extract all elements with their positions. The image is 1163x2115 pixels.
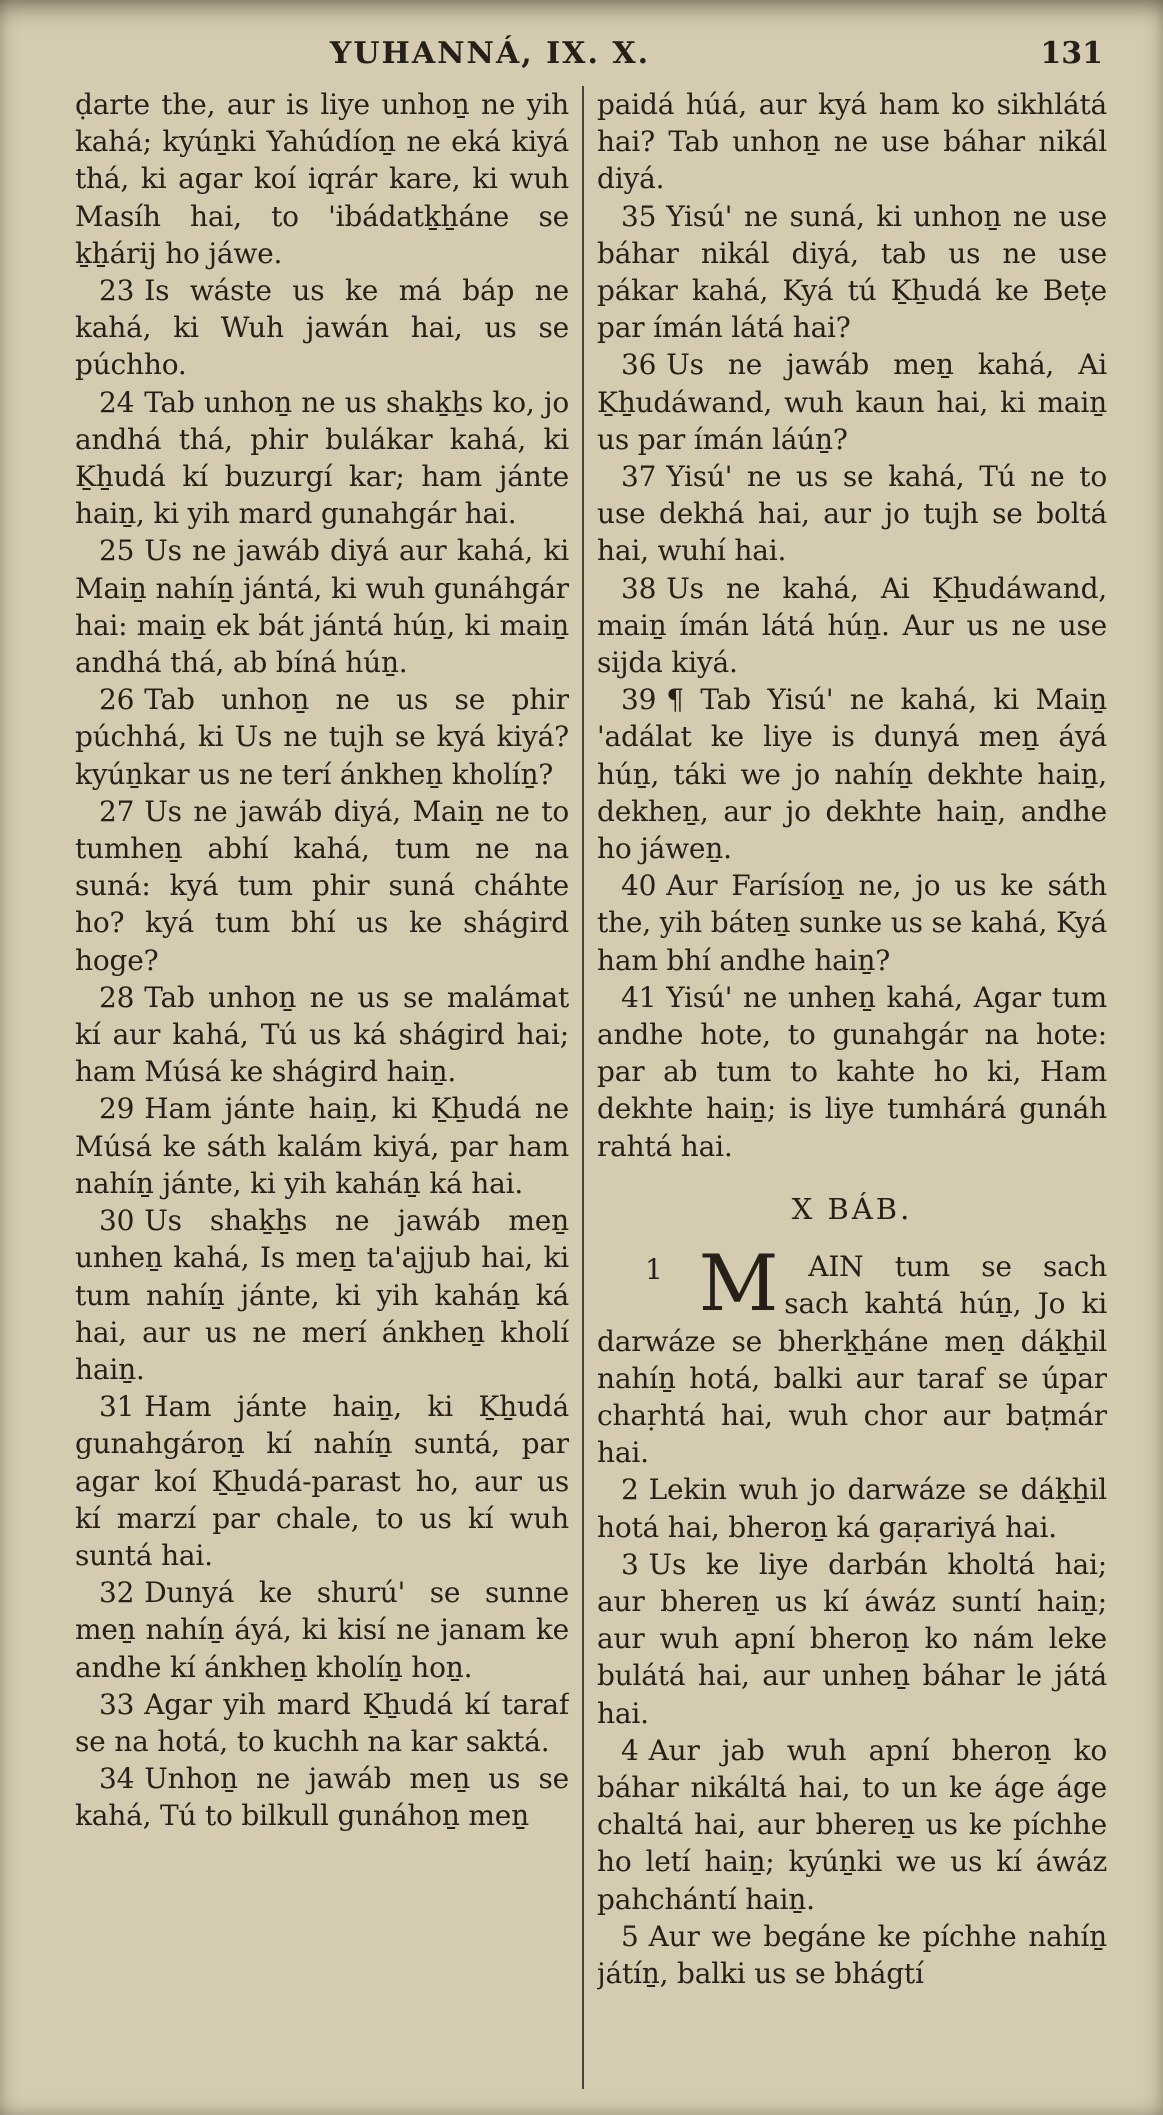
- verse-number: 34: [99, 1762, 135, 1796]
- verse-paragraph: [75, 532, 569, 681]
- verse-number: 41: [621, 980, 657, 1014]
- drop-cap: M: [698, 1239, 779, 1330]
- verse-number: 38: [621, 571, 657, 605]
- verse-paragraph: [75, 1574, 569, 1686]
- verse-number: 27: [99, 794, 135, 828]
- verse-number: 4: [621, 1733, 639, 1767]
- verse-paragraph: [597, 1918, 1107, 1992]
- verse-text: Tab unhoṉ ne us shaḵẖs ko, jo andhá thá, phir bulákar kahá, ki Ḵẖudá kí buzurgí kar; ham jánte haiṉ, ki yih mard gunahgár hai.: [75, 385, 569, 531]
- verse-paragraph: [75, 1388, 569, 1574]
- verse-text: ḍarte the, aur is liye unhoṉ ne yih kahá; kyúṉki Yahúdíoṉ ne eká kiyá thá, ki agar koí iqrár kare, ki wuh Masíh hai, to 'ibádatḵẖáne se ḵẖárij ho jáwe.: [75, 88, 569, 270]
- verse-paragraph: [75, 86, 569, 272]
- verse-number: 36: [621, 348, 657, 382]
- verse-paragraph: [597, 1546, 1107, 1732]
- verse-text: Agar yih mard Ḵẖudá kí taraf se na hotá, to kuchh na kar saktá.: [75, 1687, 569, 1758]
- verse-paragraph: [597, 1471, 1107, 1545]
- verse-paragraph: [597, 198, 1107, 347]
- chapter-heading: X BÁB.: [791, 1191, 913, 1226]
- verse-text: Us ke liye darbán kholtá hai; aur bhereṉ us kí áwáz suntí haiṉ; aur wuh apní bheroṉ ko nám leke bulátá hai, aur unheṉ báhar le játá hai.: [597, 1547, 1107, 1730]
- verse-paragraph: [75, 272, 569, 384]
- verse-text: Yisú' ne unheṉ kahá, Agar tum andhe hote, to gunahgár na hote: par ab tum to kahte ho ki, Ham dekhte haiṉ; is liye tumhárá gunáh rahtá hai.: [597, 980, 1107, 1163]
- verse-paragraph: [75, 384, 569, 533]
- verse-number: 30: [99, 1204, 135, 1238]
- verse-text: Dunyá ke shurú' se sunne meṉ nahíṉ áyá, ki kisí ne janam ke andhe kí ánkheṉ kholíṉ hoṉ.: [75, 1576, 569, 1684]
- verse-number: 5: [621, 1919, 639, 1953]
- page-number: 131: [1040, 36, 1103, 71]
- verse-number: 28: [99, 980, 135, 1014]
- verse-text: Tab unhoṉ ne us se phir púchhá, ki Us ne tujh se kyá kiyá? kyúṉkar us ne terí ánkheṉ kholíṉ?: [75, 683, 569, 791]
- verse-text: Yisú' ne suná, ki unhoṉ ne use báhar nikál diyá, tab us ne use pákar kahá, Kyá tú Ḵẖudá ke Beṭe par ímán látá hai?: [597, 199, 1107, 345]
- page-header: [75, 36, 1107, 82]
- right-column: [597, 86, 1107, 2089]
- verse-number: 23: [99, 274, 135, 308]
- verse-paragraph: [75, 1090, 569, 1202]
- verse-paragraph: [75, 793, 569, 979]
- chapter-initial: [597, 1239, 779, 1330]
- text-columns: [75, 86, 1107, 2089]
- verse-text: Aur we begáne ke píchhe nahíṉ játíṉ, balki us se bhágtí: [597, 1919, 1107, 1990]
- verse-text: AIN tum se sach sach kahtá húṉ, Jo ki darwáze se bherḵẖáne meṉ dáḵẖil nahíṉ hotá, balki aur taraf se úpar chaṛhtá hai, wuh chor aur baṭmár hai.: [597, 1250, 1107, 1470]
- verse-text: Aur jab wuh apní bheroṉ ko báhar nikáltá hai, to un ke áge áge chaltá hai, aur bhereṉ us ke píchhe ho letí haiṉ; kyúṉki we us kí áwáz pahchántí haiṉ.: [597, 1733, 1107, 1916]
- verse-paragraph: [597, 570, 1107, 682]
- verse-number: 39: [621, 683, 657, 717]
- verse-number: 29: [99, 1092, 135, 1126]
- verse-paragraph: [597, 1239, 1107, 1471]
- verse-number: 24: [99, 385, 135, 419]
- verse-paragraph: [75, 1760, 569, 1834]
- verse-paragraph: [597, 86, 1107, 198]
- verse-number: 3: [621, 1547, 639, 1581]
- verse-text: ¶ Tab Yisú' ne kahá, ki Maiṉ 'adálat ke liye is dunyá meṉ áyá húṉ, táki we jo nahíṉ dekhte haiṉ, dekheṉ, aur jo dekhte haiṉ, andhe ho jáweṉ.: [597, 683, 1107, 866]
- verse-number: 25: [99, 534, 135, 568]
- verse-text: Us ne kahá, Ai Ḵẖudáwand, maiṉ ímán látá húṉ. Aur us ne use sijda kiyá.: [597, 571, 1107, 680]
- verse-text: Unhoṉ ne jawáb meṉ us se kahá, Tú to bilkull gunáhoṉ meṉ: [75, 1762, 569, 1833]
- verse-paragraph: [597, 1732, 1107, 1918]
- verse-number: 26: [99, 683, 135, 717]
- verse-paragraph: [75, 1686, 569, 1760]
- running-head: YUHANNÁ, IX. X.: [329, 36, 651, 71]
- verse-number: 32: [99, 1576, 135, 1610]
- verse-text: Us ne jawáb diyá aur kahá, ki Maiṉ nahíṉ jántá, ki wuh gunáhgár hai: maiṉ ek bát jántá húṉ, ki maiṉ andhá thá, ab bíná húṉ.: [75, 534, 569, 680]
- verse-text: Ham jánte haiṉ, ki Ḵẖudá ne Músá ke sáth kalám kiyá, par ham nahíṉ jánte, ki yih kaháṉ ká hai.: [75, 1092, 569, 1200]
- verse-text: Us shaḵẖs ne jawáb meṉ unheṉ kahá, Is meṉ ta'ajjub hai, ki tum nahíṉ jánte, ki yih kaháṉ ká hai, aur us ne merí ánkheṉ kholí haiṉ.: [75, 1204, 569, 1386]
- verse-number: 2: [621, 1473, 639, 1507]
- verse-paragraph: [75, 681, 569, 793]
- verse-paragraph: [597, 346, 1107, 458]
- verse-text: Tab unhoṉ ne us se malámat kí aur kahá, Tú us ká shágird hai; ham Músá ke shágird haiṉ.: [75, 980, 569, 1089]
- verse-text: Us ne jawáb meṉ kahá, Ai Ḵẖudáwand, wuh kaun hai, ki maiṉ us par ímán láúṉ?: [597, 348, 1107, 456]
- verse-paragraph: [597, 681, 1107, 867]
- verse-text: paidá húá, aur kyá ham ko sikhlátá hai? Tab unhoṉ ne use báhar nikál diyá.: [597, 88, 1107, 196]
- verse-text: Is wáste us ke má báp ne kahá, ki Wuh jawán hai, us se púchho.: [75, 274, 569, 382]
- verse-text: Lekin wuh jo darwáze se dáḵẖil hotá hai, bheroṉ ká gaṛariyá hai.: [597, 1473, 1107, 1544]
- verse-number: 35: [621, 199, 657, 233]
- verse-text: Us ne jawáb diyá, Maiṉ ne to tumheṉ abhí kahá, tum ne na suná: kyá tum phir suná cháhte ho? kyá tum bhí us ke shágird hoge?: [75, 794, 569, 977]
- verse-number: 1: [645, 1253, 663, 1287]
- verse-paragraph: [597, 979, 1107, 1165]
- verse-number: 37: [621, 460, 657, 494]
- verse-text: Ham jánte haiṉ, ki Ḵẖudá gunahgároṉ kí nahíṉ suntá, par agar koí Ḵẖudá-parast ho, aur us kí marzí par chale, to us kí wuh suntá hai.: [75, 1390, 569, 1572]
- verse-paragraph: [75, 1202, 569, 1388]
- verse-text: Aur Farísíoṉ ne, jo us ke sáth the, yih báteṉ sunke us se kahá, Kyá ham bhí andhe haiṉ?: [597, 869, 1107, 977]
- verse-paragraph: [75, 979, 569, 1091]
- verse-number: 40: [621, 869, 657, 903]
- column-divider: [582, 86, 584, 2089]
- verse-paragraph: [597, 867, 1107, 979]
- verse-text: Yisú' ne us se kahá, Tú ne to use dekhá hai, aur jo tujh se boltá hai, wuhí hai.: [597, 460, 1107, 568]
- verse-number: 31: [99, 1390, 135, 1424]
- verse-number: 33: [99, 1687, 135, 1721]
- left-column: [75, 86, 569, 2089]
- verse-paragraph: [597, 458, 1107, 570]
